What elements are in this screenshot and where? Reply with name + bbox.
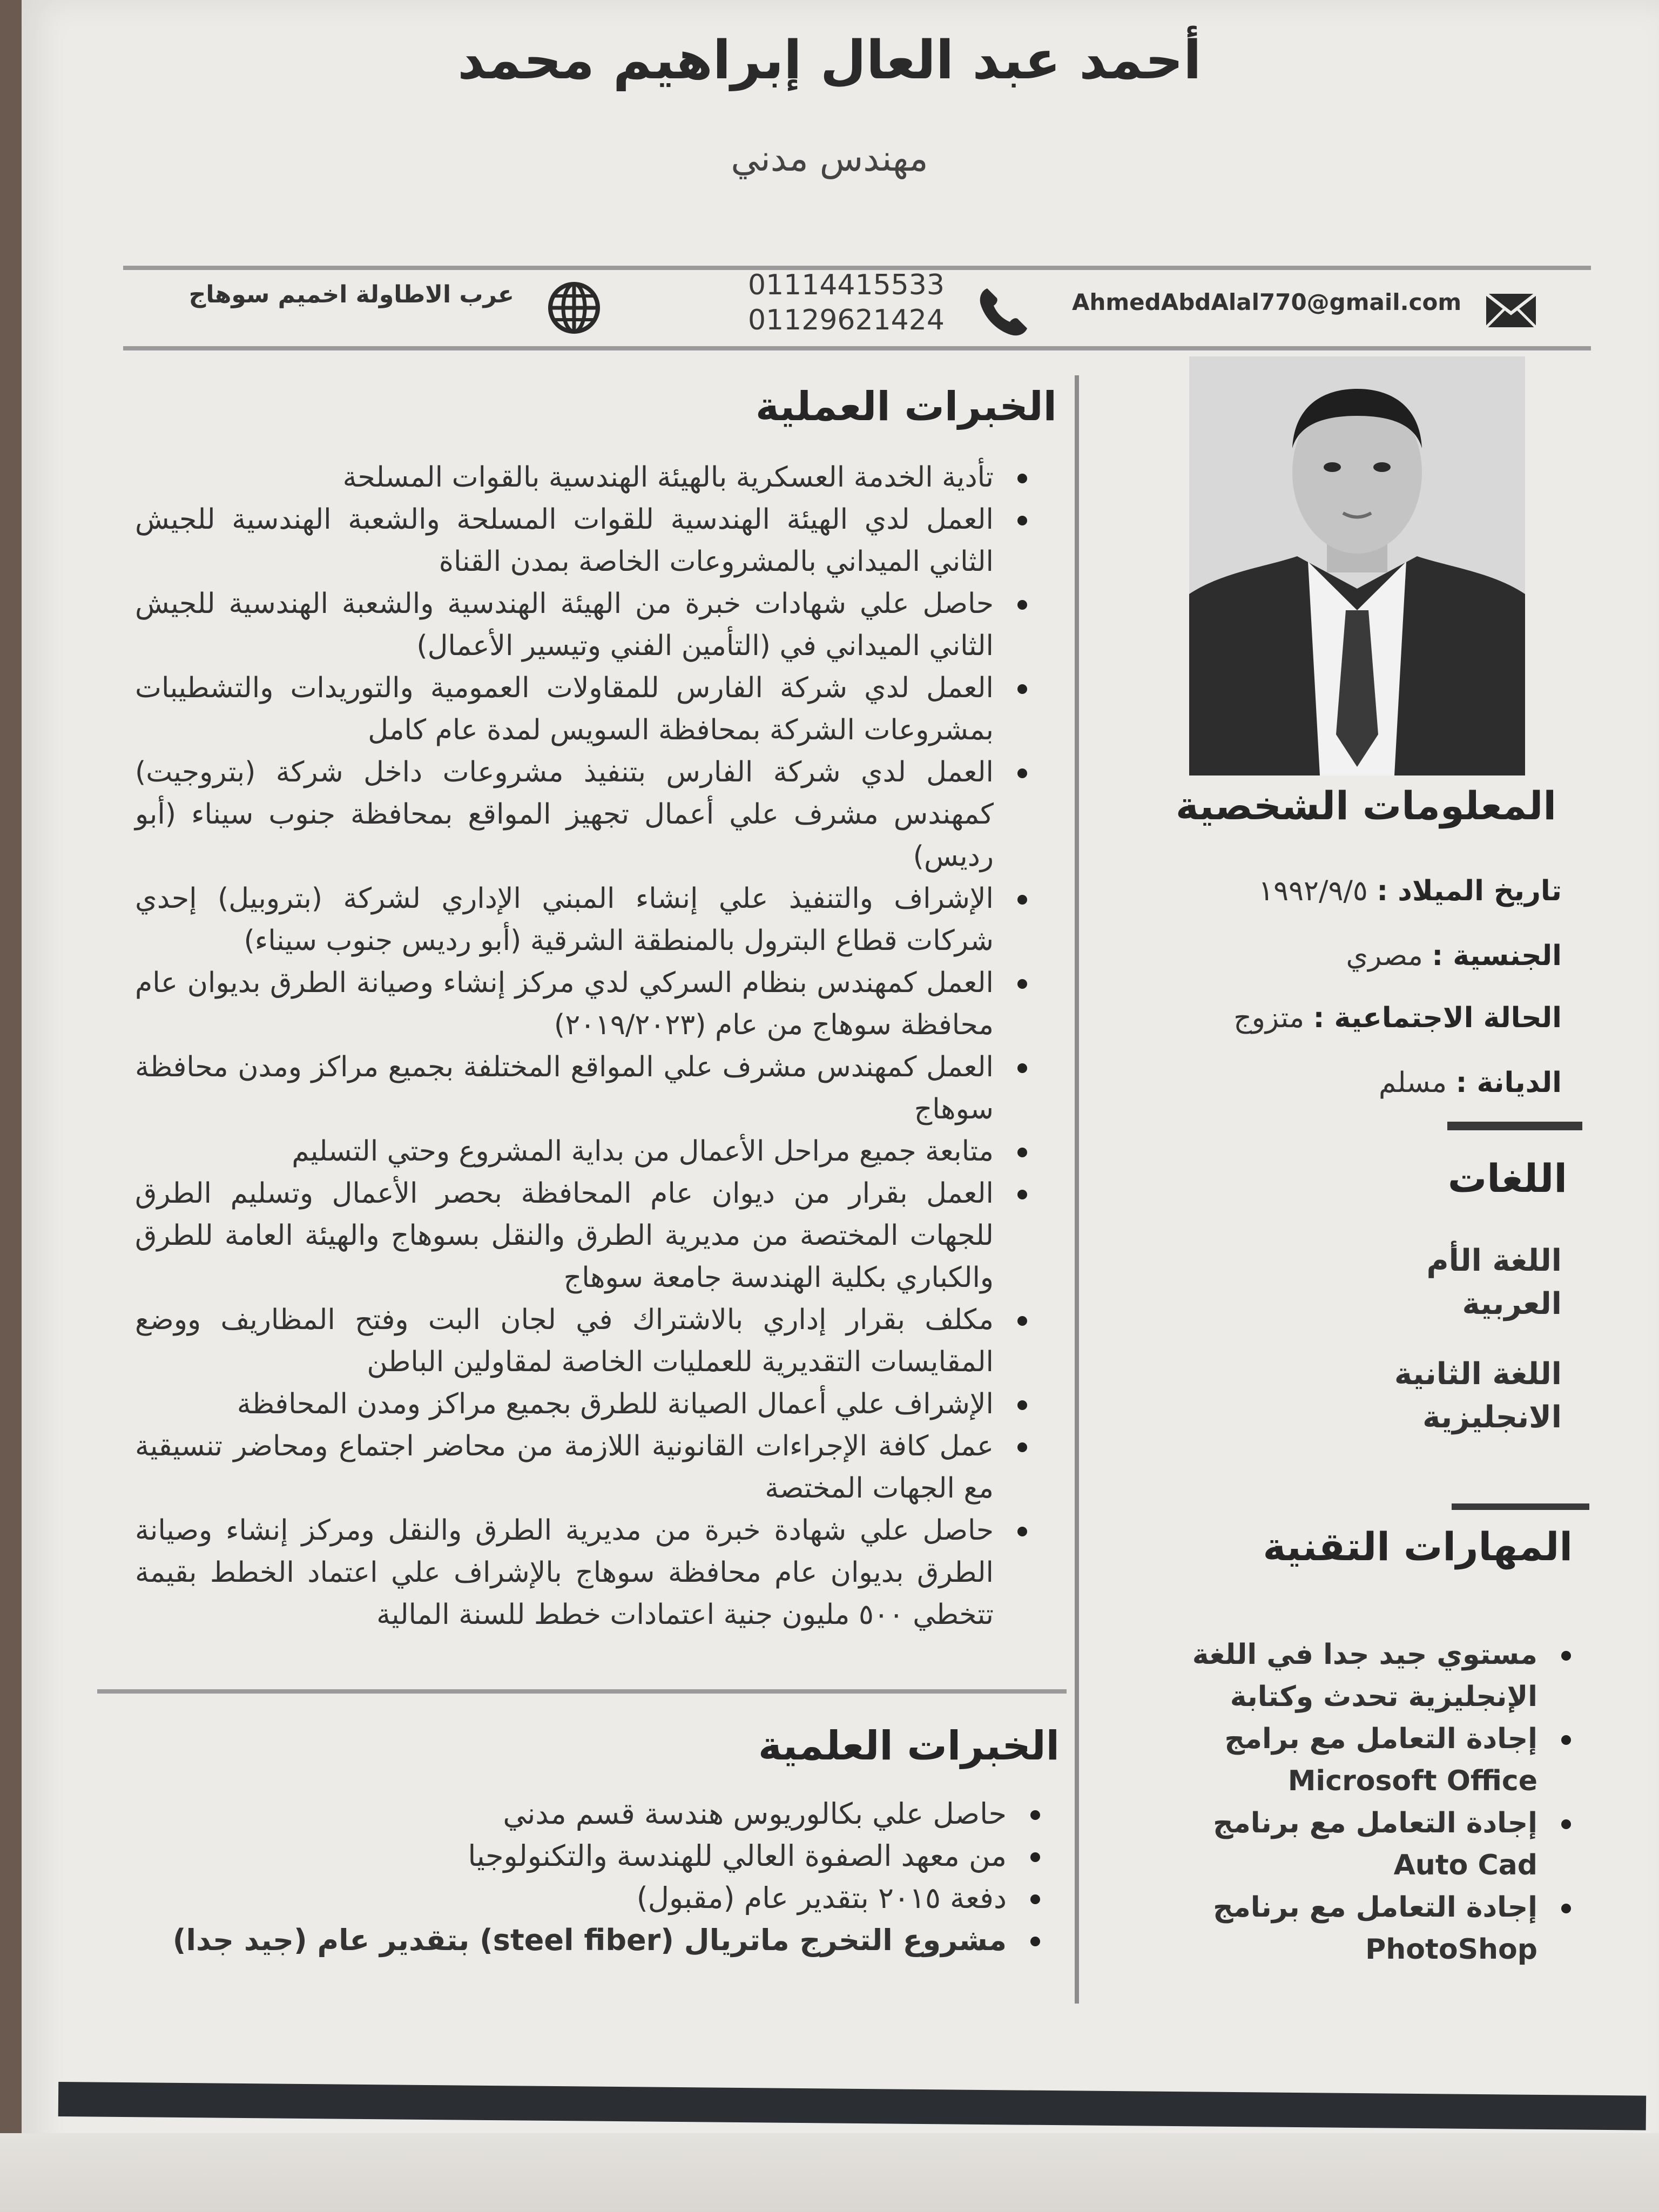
list-item: العمل لدي شركة الفارس بتنفيذ مشروعات داخل شركة (بتروجيت) كمهندس مشرف علي أعمال تجهيز المواقع بمحافظة جنوب سيناء (أبو رديس) xyxy=(135,751,1037,878)
second-language-label: اللغة الثانية xyxy=(1394,1357,1562,1392)
list-item: مستوي جيد جدا في اللغة الإنجليزية تحدث وكتابة xyxy=(1132,1634,1581,1718)
birth-date-row xyxy=(1258,875,1562,907)
phone-number-2: 01129621424 xyxy=(748,304,945,336)
religion-row xyxy=(1379,1067,1562,1099)
nationality-row xyxy=(1346,940,1562,972)
list-item: حاصل علي شهادات خبرة من الهيئة الهندسية والشعبة الهندسية للجيش الثاني الميداني في (التأمين الفني وتيسير الأعمال) xyxy=(135,583,1037,667)
birth-date-label: تاريخ الميلاد : xyxy=(1377,875,1562,907)
first-language-value: العربية xyxy=(1462,1286,1562,1321)
religion-label: الديانة : xyxy=(1455,1067,1562,1099)
work-experience-heading: الخبرات العملية xyxy=(755,383,1057,430)
list-item: إجادة التعامل مع برنامج PhotoShop xyxy=(1132,1886,1581,1971)
section-divider-left xyxy=(97,1689,1067,1694)
section-divider-right-1 xyxy=(1447,1122,1582,1130)
second-language-value: الانجليزية xyxy=(1422,1400,1562,1435)
envelope-icon xyxy=(1484,292,1538,329)
marital-status-row xyxy=(1233,1002,1562,1034)
list-item: حاصل علي شهادة خبرة من مديرية الطرق والنقل ومركز إنشاء وصيانة الطرق بديوان عام محافظة سوهاج بالإشراف علي اعتماد الخطط بقيمة تتخطي ٥٠٠ مليون جنية اعتمادات خطط للسنة المالية xyxy=(135,1509,1037,1636)
globe-icon xyxy=(547,281,601,335)
first-language xyxy=(1427,1239,1562,1326)
academic-heading: الخبرات العلمية xyxy=(758,1723,1060,1769)
list-item: العمل كمهندس بنظام السركي لدي مركز إنشاء وصيانة الطرق بديوان عام محافظة سوهاج من عام (٢٠١٩/٢٠٢٣) xyxy=(135,962,1037,1046)
technical-skills-list xyxy=(1132,1634,1581,1971)
list-item: العمل لدي الهيئة الهندسية للقوات المسلحة والشعبة الهندسية للجيش الثاني الميداني بالمشروعات الخاصة بمدن القناة xyxy=(135,498,1037,583)
list-item: مشروع التخرج ماتريال (steel fiber) بتقدير عام (جيد جدا) xyxy=(159,1919,1050,1961)
cv-job-title: مهندس مدني xyxy=(731,138,928,179)
first-language-label: اللغة الأم xyxy=(1426,1243,1562,1278)
religion-value: مسلم xyxy=(1378,1067,1447,1099)
address-text: عرب الاطاولة اخميم سوهاج xyxy=(188,281,514,308)
phone-icon xyxy=(976,285,1030,339)
list-item: العمل بقرار من ديوان عام المحافظة بحصر الأعمال وتسليم الطرق للجهات المختصة من مديرية الطرق والنقل بسوهاج والهيئة العامة للطرق والكباري بكلية الهندسة جامعة سوهاج xyxy=(135,1172,1037,1299)
list-item: دفعة ٢٠١٥ بتقدير عام (مقبول) xyxy=(159,1877,1050,1919)
list-item: حاصل علي بكالوريوس هندسة قسم مدني xyxy=(159,1793,1050,1835)
list-item: إجادة التعامل مع برنامج Auto Cad xyxy=(1132,1802,1581,1886)
nationality-label: الجنسية : xyxy=(1432,940,1562,972)
birth-date-value: ١٩٩٢/٩/٥ xyxy=(1258,875,1368,907)
phone-number-1: 01114415533 xyxy=(748,269,945,301)
email-text: AhmedAbdAlal770@gmail.com xyxy=(1072,289,1462,315)
list-item: الإشراف والتنفيذ علي إنشاء المبني الإداري لشركة (بتروبيل) إحدي شركات قطاع البترول بالمنطقة الشرقية (أبو رديس جنوب سيناء) xyxy=(135,878,1037,962)
personal-info-heading: المعلومات الشخصية xyxy=(1175,783,1556,828)
cv-name: أحمد عبد العال إبراهيم محمد xyxy=(457,30,1202,91)
section-divider-right-2 xyxy=(1452,1503,1589,1510)
contact-bottom-rule xyxy=(123,346,1591,350)
list-item: الإشراف علي أعمال الصيانة للطرق بجميع مراكز ومدن المحافظة xyxy=(135,1383,1037,1425)
technical-skills-heading: المهارات التقنية xyxy=(1263,1524,1573,1569)
marital-status-value: متزوج xyxy=(1233,1002,1305,1034)
academic-list xyxy=(159,1793,1050,1961)
list-item: العمل كمهندس مشرف علي المواقع المختلفة بجميع مراكز ومدن محافظة سوهاج xyxy=(135,1046,1037,1130)
table-surface xyxy=(0,2133,1659,2212)
marital-status-label: الحالة الاجتماعية : xyxy=(1313,1002,1562,1034)
list-item: من معهد الصفوة العالي للهندسة والتكنولوجيا xyxy=(159,1835,1050,1877)
work-experience-list xyxy=(135,456,1037,1636)
second-language xyxy=(1394,1353,1562,1439)
list-item: العمل لدي شركة الفارس للمقاولات العمومية والتوريدات والتشطيبات بمشروعات الشركة بمحافظة السويس لمدة عام كامل xyxy=(135,667,1037,751)
languages-heading: اللغات xyxy=(1447,1156,1567,1201)
list-item: عمل كافة الإجراءات القانونية اللازمة من محاضر اجتماع ومحاضر تنسيقية مع الجهات المختصة xyxy=(135,1425,1037,1509)
list-item: مكلف بقرار إداري بالاشتراك في لجان البت وفتح المظاريف ووضع المقايسات التقديرية للعمليات الخاصة لمقاولين الباطن xyxy=(135,1299,1037,1383)
nationality-value: مصري xyxy=(1346,940,1423,972)
list-item: تأدية الخدمة العسكرية بالهيئة الهندسية بالقوات المسلحة xyxy=(135,456,1037,498)
list-item: إجادة التعامل مع برامج Microsoft Office xyxy=(1132,1718,1581,1802)
column-divider xyxy=(1075,375,1079,2004)
list-item: متابعة جميع مراحل الأعمال من بداية المشروع وحتي التسليم xyxy=(135,1130,1037,1172)
profile-photo xyxy=(1189,356,1525,775)
